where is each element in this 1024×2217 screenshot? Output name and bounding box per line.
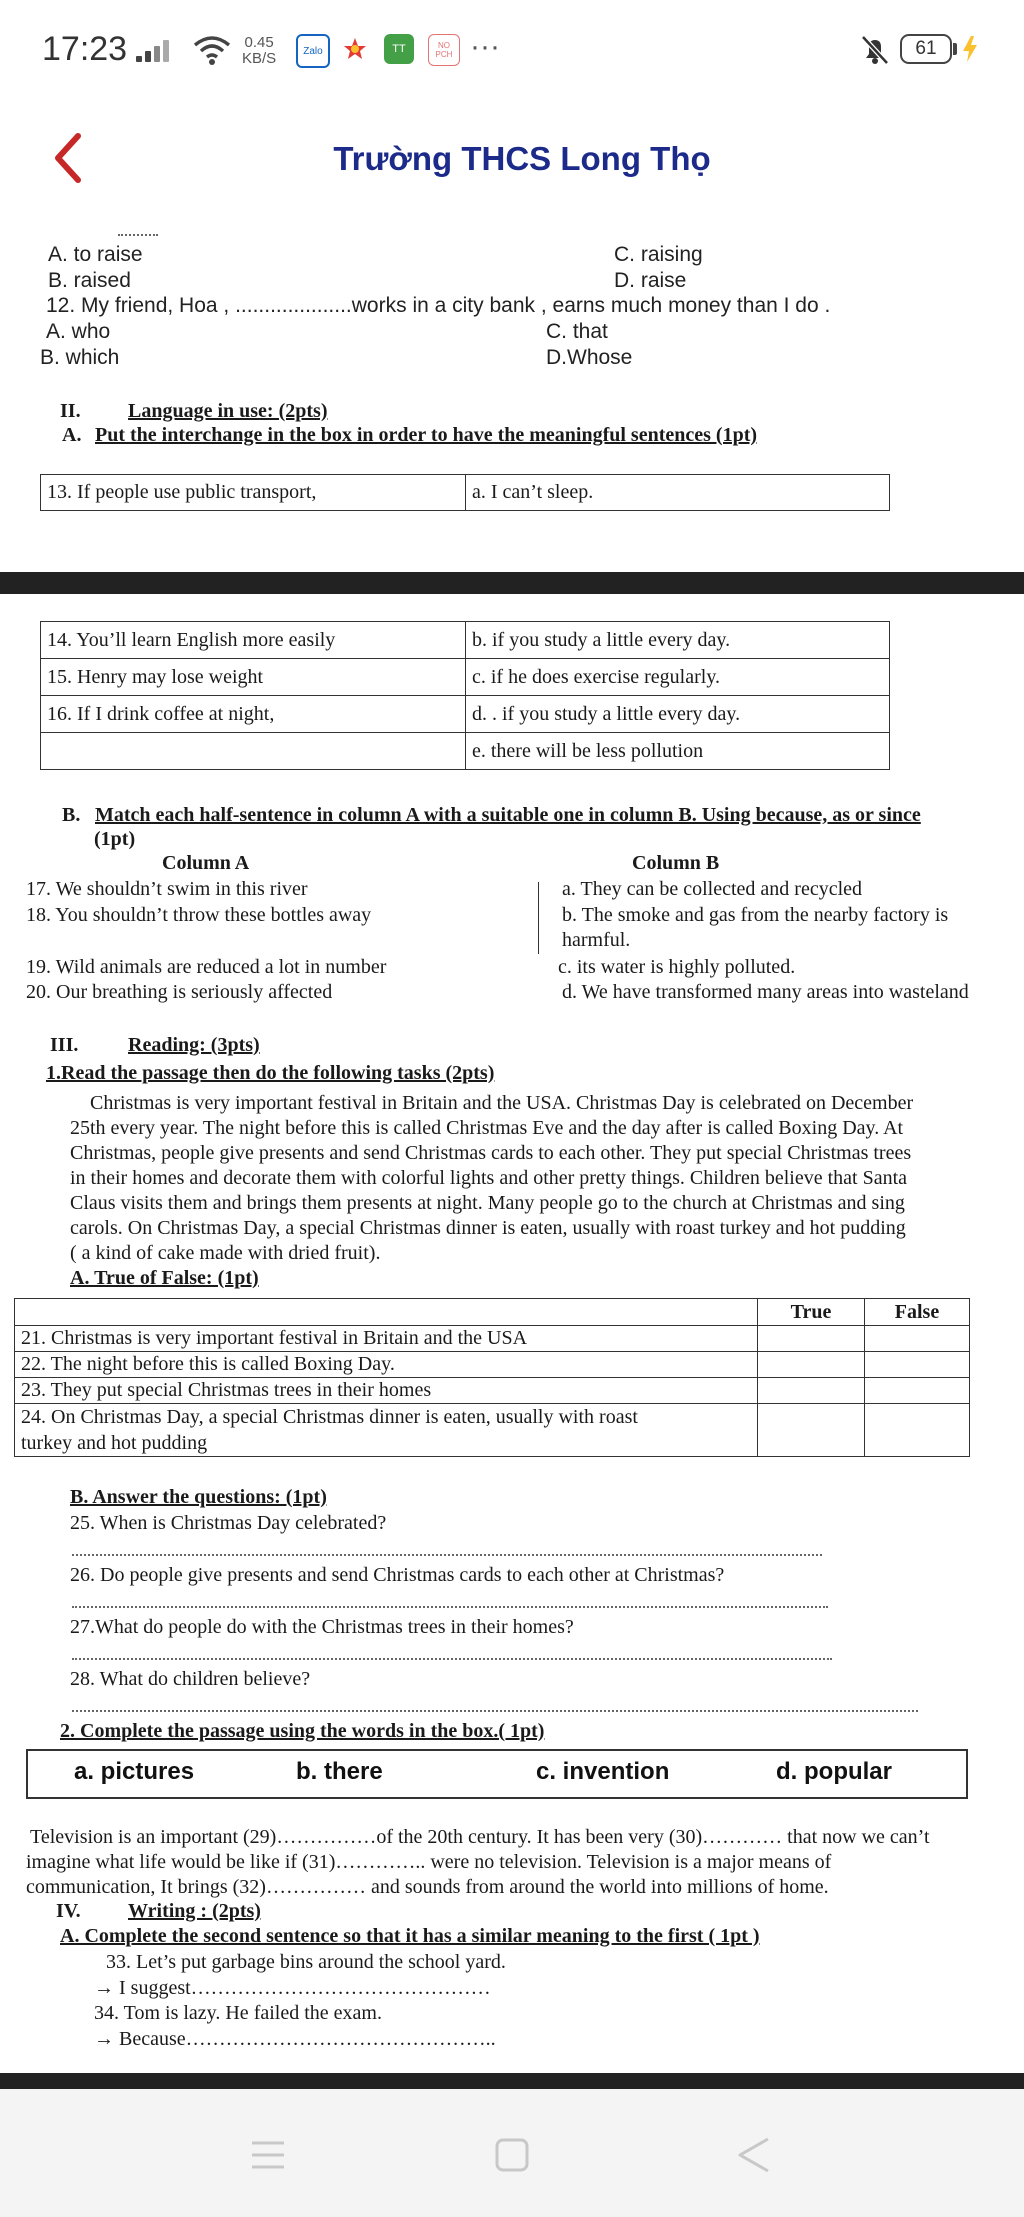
table-cell <box>15 1299 758 1326</box>
q12-text: 12. My friend, Hoa , ....................works in a city bank , earns much money than I do . <box>46 294 831 317</box>
section-2-number: II. <box>60 400 81 422</box>
section-2a-label: A. <box>62 424 82 446</box>
match-b-d: d. We have transformed many areas into wasteland <box>562 981 969 1003</box>
q12-option-b: B. which <box>40 346 120 369</box>
back-nav-icon[interactable] <box>736 2135 772 2175</box>
question-33-answer[interactable]: → I suggest……………………………………… <box>94 1977 491 1999</box>
table-cell <box>15 1404 758 1457</box>
true-false-title: A. True of False: (1pt) <box>70 1267 259 1289</box>
column-a-heading: Column A <box>162 852 250 874</box>
home-icon[interactable] <box>494 2137 530 2173</box>
table-row <box>41 733 890 770</box>
q11-option-d: D. raise <box>614 269 687 292</box>
table-row <box>41 659 890 696</box>
table-cell: e. there will be less pollution <box>466 733 890 770</box>
word-option-b: b. there <box>296 1758 383 1785</box>
match-a-19: 19. Wild animals are reduced a lot in number <box>26 956 387 978</box>
page-separator <box>0 572 1024 594</box>
question-27: 27.What do people do with the Christmas trees in their homes? <box>70 1616 574 1638</box>
section-4a-title: A. Complete the second sentence so that it has a similar meaning to the first ( 1pt ) <box>60 1925 760 1947</box>
table-row <box>15 1299 970 1326</box>
q12-option-a: A. who <box>46 320 111 343</box>
table-cell: 22. The night before this is called Boxing Day. <box>15 1352 758 1378</box>
word-option-c: c. invention <box>536 1758 670 1785</box>
table-cell: c. if he does exercise regularly. <box>466 659 890 696</box>
table-row <box>15 1378 970 1404</box>
column-b-heading: Column B <box>632 852 720 874</box>
column-divider <box>538 882 539 954</box>
table-cell: 14. You’ll learn English more easily <box>41 622 466 659</box>
answer-line[interactable] <box>72 1554 822 1556</box>
match-b-c: c. its water is highly polluted. <box>558 956 796 978</box>
passage-line: Claus visits them and brings them presents at night. Many people go to the church at Christmas and sing <box>70 1192 905 1214</box>
false-checkbox-cell[interactable] <box>865 1326 970 1352</box>
section-2a-title: Put the interchange in the box in order to have the meaningful sentences (1pt) <box>95 424 758 446</box>
true-checkbox-cell[interactable] <box>758 1326 865 1352</box>
table-cell: 13. If people use public transport, <box>41 475 466 511</box>
status-time: 17:23 <box>42 30 128 68</box>
network-speed <box>242 35 276 67</box>
passage-line: in their homes and decorate them with colorful lights and other pretty things. Children believe that Santa <box>70 1167 908 1189</box>
false-checkbox-cell[interactable] <box>865 1378 970 1404</box>
system-nav-bar <box>0 2089 1024 2217</box>
q11-option-c: C. raising <box>614 243 703 266</box>
row-text: 24. On Christmas Day, a special Christmas dinner is eaten, usually with roast <box>21 1406 638 1428</box>
table-cell: b. if you study a little every day. <box>466 622 890 659</box>
table-cell: 23. They put special Christmas trees in their homes <box>15 1378 758 1404</box>
word-option-a: a. pictures <box>74 1758 195 1785</box>
noti-app-icon: NO PCH <box>428 34 460 66</box>
passage-line: Christmas, people give presents and send Christmas cards to each other. They put special Christmas trees <box>70 1142 912 1164</box>
false-checkbox-cell[interactable] <box>865 1404 970 1457</box>
false-column-header: False <box>865 1299 970 1326</box>
answer-line[interactable] <box>72 1710 918 1712</box>
zalo-app-icon: Zalo <box>296 34 330 68</box>
table-row <box>15 1404 970 1457</box>
section-4-title: Writing : (2pts) <box>128 1900 261 1922</box>
question-25: 25. When is Christmas Day celebrated? <box>70 1512 387 1534</box>
battery-indicator: 61 <box>900 34 952 64</box>
q12-option-d: D.Whose <box>546 346 633 369</box>
section-3-number: III. <box>50 1034 79 1056</box>
true-checkbox-cell[interactable] <box>758 1378 865 1404</box>
page-title: Trường THCS Long Thọ <box>333 140 711 177</box>
question-34-answer[interactable]: → Because……………………………………….. <box>94 2028 496 2050</box>
question-28: 28. What do children believe? <box>70 1668 311 1690</box>
passage-line: ( a kind of cake made with dried fruit). <box>70 1242 381 1264</box>
answer-line[interactable] <box>72 1606 828 1608</box>
table-cell: 15. Henry may lose weight <box>41 659 466 696</box>
passage-line: carols. On Christmas Day, a special Christmas dinner is eaten, usually with roast turkey and hot pudding <box>70 1217 906 1239</box>
section-3-title: Reading: (3pts) <box>128 1034 260 1056</box>
table-row <box>41 622 890 659</box>
q12-option-c: C. that <box>546 320 608 343</box>
tt-app-icon: TT <box>384 34 414 64</box>
question-34: 34. Tom is lazy. He failed the exam. <box>94 2002 382 2024</box>
wifi-icon <box>192 34 232 66</box>
table-cell: 16. If I drink coffee at night, <box>41 696 466 733</box>
match-a-17: 17. We shouldn’t swim in this river <box>26 878 308 900</box>
q11-option-a: A. to raise <box>48 243 143 266</box>
speed-value: 0.45 <box>244 34 274 51</box>
passage-line: Christmas is very important festival in Britain and the USA. Christmas Day is celebrated on December <box>90 1092 914 1114</box>
q11-option-b: B. raised <box>48 269 131 292</box>
tv-passage-line: Television is an important (29)……………of the 20th century. It has been very (30)………… that now we can’t <box>30 1826 930 1848</box>
battery-tip <box>953 43 957 55</box>
table-row <box>15 1326 970 1352</box>
match-a-18: 18. You shouldn’t throw these bottles away <box>26 904 372 926</box>
true-checkbox-cell[interactable] <box>758 1352 865 1378</box>
section-2b-label: B. <box>62 804 81 826</box>
question-33: 33. Let’s put garbage bins around the school yard. <box>106 1951 506 1973</box>
table-cell <box>41 733 466 770</box>
tv-passage-line: imagine what life would be like if (31)………….. were no television. Television is a major means of <box>26 1851 832 1873</box>
menu-icon[interactable] <box>250 2139 286 2171</box>
word-option-d: d. popular <box>776 1758 892 1785</box>
match-b-b-cont: harmful. <box>562 929 631 951</box>
charging-icon <box>962 36 978 62</box>
false-checkbox-cell[interactable] <box>865 1352 970 1378</box>
table-row <box>41 696 890 733</box>
true-checkbox-cell[interactable] <box>758 1404 865 1457</box>
table-row <box>15 1352 970 1378</box>
section-2-title: Language in use: (2pts) <box>128 400 328 422</box>
table-cell: d. . if you study a little every day. <box>466 696 890 733</box>
cut-text-fragment <box>118 234 158 238</box>
star-app-icon <box>340 34 370 64</box>
page-separator <box>0 2073 1024 2089</box>
interchange-table <box>40 621 890 770</box>
interchange-table-top <box>40 474 890 511</box>
match-b-a: a. They can be collected and recycled <box>562 878 863 900</box>
passage-line: 25th every year. The night before this is called Christmas Eve and the day after is called Boxing Day. At <box>70 1117 904 1139</box>
task-1-title: 1.Read the passage then do the following tasks (2pts) <box>46 1062 495 1084</box>
signal-icon <box>136 38 178 62</box>
table-cell: 21. Christmas is very important festival in Britain and the USA <box>15 1326 758 1352</box>
question-26: 26. Do people give presents and send Christmas cards to each other at Christmas? <box>70 1564 725 1586</box>
answer-line[interactable] <box>72 1658 832 1660</box>
section-2b-title: Match each half-sentence in column A with a suitable one in column B. Using because, as or since <box>95 804 921 826</box>
true-column-header: True <box>758 1299 865 1326</box>
row-text: turkey and hot pudding <box>21 1432 208 1454</box>
speed-unit: KB/S <box>242 50 277 67</box>
table-row <box>41 475 890 511</box>
table-cell: a. I can’t sleep. <box>466 475 890 511</box>
status-bar <box>0 0 1024 100</box>
more-notifications-icon: ··· <box>470 30 500 63</box>
answer-questions-title: B. Answer the questions: (1pt) <box>70 1486 327 1508</box>
match-b-b: b. The smoke and gas from the nearby factory is <box>562 904 949 926</box>
match-a-20: 20. Our breathing is seriously affected <box>26 981 333 1003</box>
section-2b-points: (1pt) <box>94 828 136 850</box>
mute-bell-icon <box>860 34 890 66</box>
true-false-table <box>14 1298 970 1457</box>
task-2-title: 2. Complete the passage using the words in the box.( 1pt) <box>60 1720 545 1742</box>
tv-passage-line: communication, It brings (32)…………… and sounds from around the world into millions of home. <box>26 1876 829 1898</box>
section-4-number: IV. <box>56 1900 81 1922</box>
